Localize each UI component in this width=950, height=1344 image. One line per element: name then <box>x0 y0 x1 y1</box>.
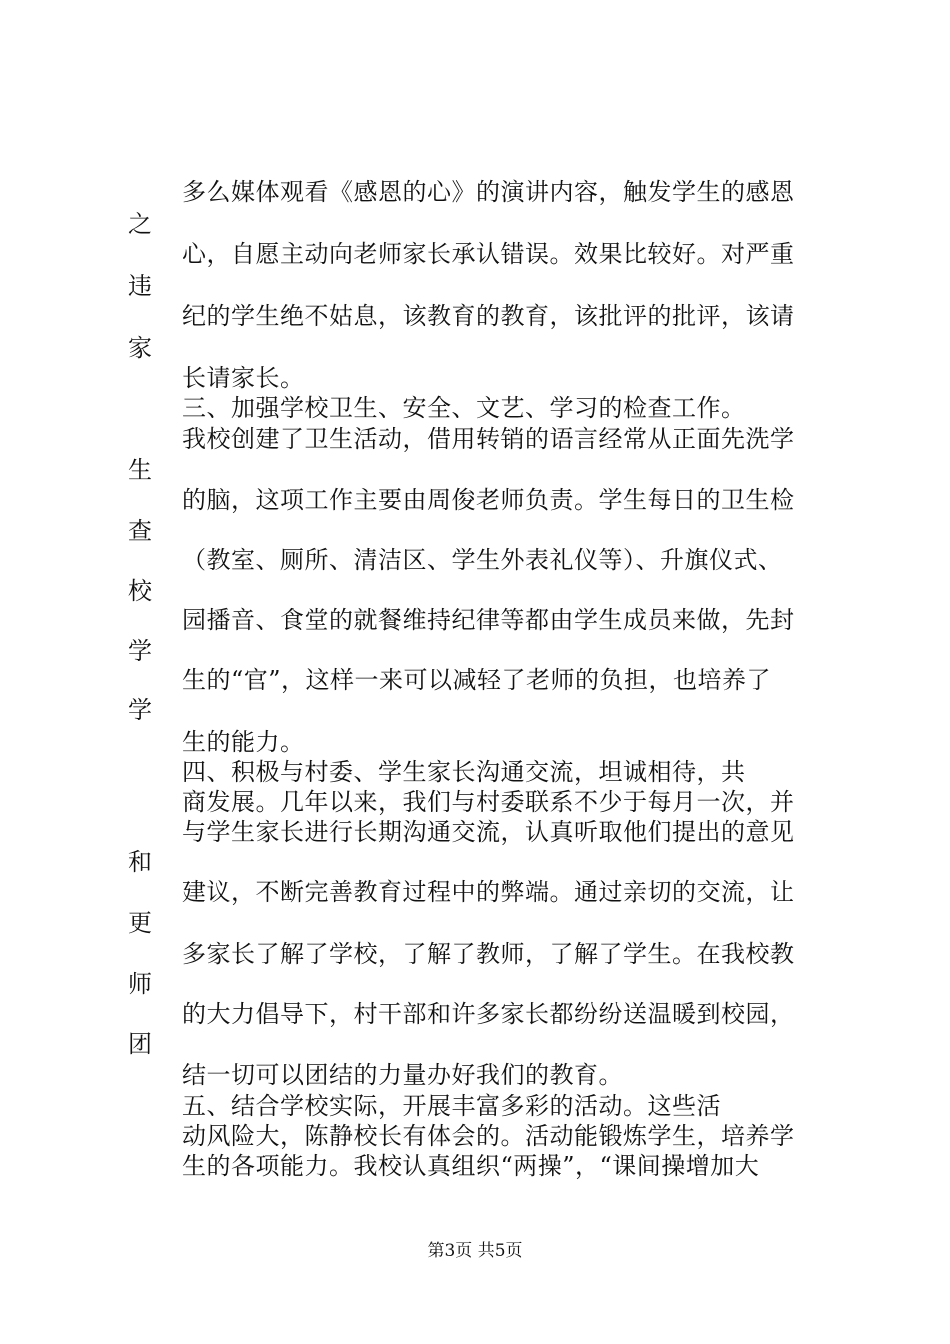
text-line: 生的能力。 <box>182 728 305 756</box>
text-line: 长请家长。 <box>182 364 305 392</box>
text-line: 的脑，这项工作主要由周俊老师负责。学生每日的卫生检 <box>182 486 795 514</box>
section-heading: 五、结合学校实际，开展丰富多彩的活动。这些活 <box>182 1092 721 1120</box>
text-line: 动风险大，陈静校长有体会的。活动能锻炼学生，培养学 <box>182 1122 795 1150</box>
text-line: 心，自愿主动向老师家长承认错误。效果比较好。对严重 <box>182 240 795 268</box>
text-line: 建议，不断完善教育过程中的弊端。通过亲切的交流，让 <box>182 878 795 906</box>
margin-char: 更 <box>128 909 152 937</box>
text-line: 多家长了解了学校，了解了教师，了解了学生。在我校教 <box>182 940 795 968</box>
margin-char: 校 <box>128 577 152 605</box>
margin-char: 家 <box>128 334 152 362</box>
margin-char: 之 <box>128 210 152 238</box>
text-line: 与学生家长进行长期沟通交流，认真听取他们提出的意见 <box>182 818 795 846</box>
text-line: 结一切可以团结的力量办好我们的教育。 <box>182 1061 623 1089</box>
section-heading: 四、积极与村委、学生家长沟通交流，坦诚相待，共 <box>182 758 746 786</box>
text-line: 我校创建了卫生活动，借用转销的语言经常从正面先洗学 <box>182 425 795 453</box>
text-line: 园播音、食堂的就餐维持纪律等都由学生成员来做，先封 <box>182 606 795 634</box>
page-footer: 第3页 共5页 <box>427 1241 523 1261</box>
text-line: 纪的学生绝不姑息，该教育的教育，该批评的批评，该请 <box>182 302 795 330</box>
margin-char: 生 <box>128 456 152 484</box>
margin-char: 查 <box>128 517 152 545</box>
margin-char: 学 <box>128 637 152 665</box>
margin-char: 师 <box>128 970 152 998</box>
text-line: 商发展。几年以来，我们与村委联系不少于每月一次，并 <box>182 788 795 816</box>
text-line: （教室、厕所、清洁区、学生外表礼仪等）、升旗仪式、 <box>182 546 783 574</box>
text-line: 生的“官”，这样一来可以减轻了老师的负担，也培养了 <box>182 666 772 694</box>
margin-char: 学 <box>128 696 152 724</box>
margin-char: 和 <box>128 848 152 876</box>
text-line: 多么媒体观看《感恩的心》的演讲内容，触发学生的感恩 <box>182 178 795 206</box>
section-heading: 三、加强学校卫生、安全、文艺、学习的检查工作。 <box>182 394 746 422</box>
text-line: 的大力倡导下，村干部和许多家长都纷纷送温暖到校园， <box>182 1000 795 1028</box>
text-line: 生的各项能力。我校认真组织“两操”，“课间操增加大 <box>182 1152 760 1180</box>
margin-char: 违 <box>128 272 152 300</box>
margin-char: 团 <box>128 1030 152 1058</box>
